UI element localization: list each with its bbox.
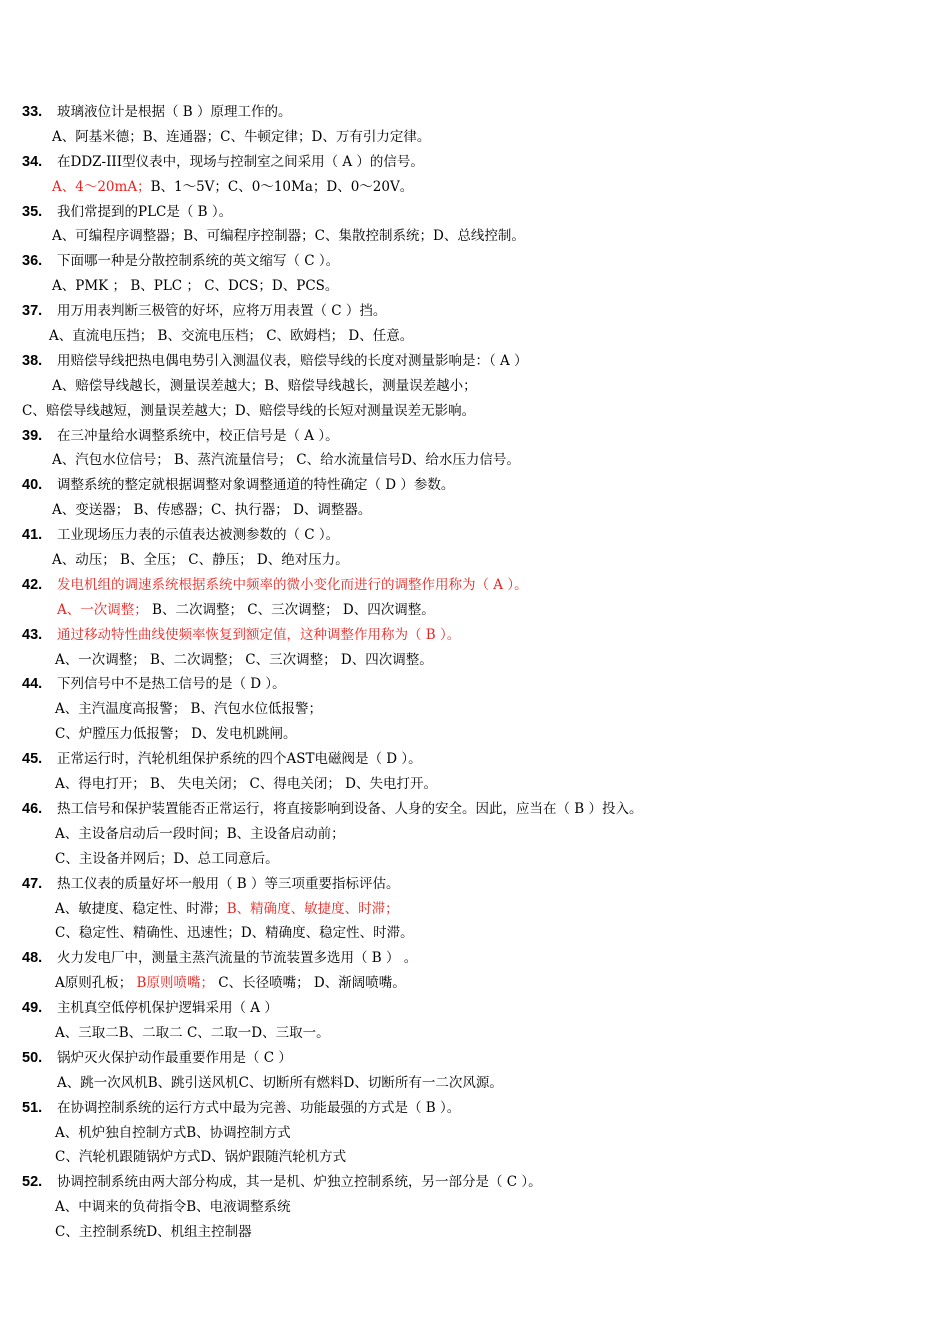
- options-text: [55, 648, 433, 673]
- option-segment: C、主控制系统D、机组主控制器: [55, 1224, 252, 1241]
- option-segment: A、中调来的负荷指令B、电液调整系统: [55, 1199, 291, 1216]
- option-segment: B、二次调整； C、三次调整； D、四次调整。: [147, 601, 435, 618]
- options-text: [55, 1021, 330, 1046]
- option-segment: A、一次调整； B、二次调整； C、三次调整； D、四次调整。: [55, 651, 433, 668]
- option-segment: A、主汽温度高报警； B、汽包水位低报警；: [55, 701, 322, 718]
- question-number: 48.: [22, 950, 43, 967]
- question-text: 协调控制系统由两大部分构成，其一是机、炉独立控制系统，另一部分是（ C ）。: [57, 1174, 542, 1191]
- question-text: 我们常提到的PLC是（ B ）。: [57, 203, 233, 220]
- options-line: [0, 1121, 950, 1146]
- question-line: [0, 249, 950, 274]
- options-line: [0, 374, 950, 399]
- question-number: 51.: [22, 1099, 43, 1116]
- document-page: [0, 100, 950, 1245]
- options-line: [0, 324, 950, 349]
- question-text: 用赔偿导线把热电偶电势引入测温仪表，赔偿导线的长度对测量影响是：（ A ）: [57, 352, 528, 369]
- question-text: 热工仪表的质量好坏一般用（ B ）等三项重要指标评估。: [57, 875, 400, 892]
- options-text: [55, 921, 414, 946]
- option-segment: C、稳定性、精确性、迅速性；D、精确度、稳定性、时滞。: [55, 925, 414, 942]
- question-text: 在三冲量给水调整系统中，校正信号是（ A ）。: [57, 427, 339, 444]
- question-line: [0, 996, 950, 1021]
- question-number: 37.: [22, 303, 43, 320]
- answer-highlight: B原则喷嘴；: [136, 975, 214, 992]
- question-line: [0, 1170, 950, 1195]
- options-text: [52, 448, 520, 473]
- options-line: [0, 971, 950, 996]
- question-line: [0, 349, 950, 374]
- question-text: 火力发电厂中，测量主蒸汽流量的节流装置多选用（ B ） 。: [57, 950, 418, 967]
- options-text: [55, 1195, 291, 1220]
- question-line: [0, 573, 950, 598]
- question-number: 42.: [22, 576, 43, 593]
- question-text: 工业现场压力表的示值表达被测参数的（ C ）。: [57, 527, 340, 544]
- options-text: [52, 125, 430, 150]
- question-number: 46.: [22, 800, 43, 817]
- options-line: [0, 697, 950, 722]
- options-text: [52, 498, 371, 523]
- options-text: [57, 598, 435, 623]
- option-segment: A、机炉独自控制方式B、协调控制方式: [55, 1124, 291, 1141]
- question-line: [0, 1096, 950, 1121]
- answer-highlight: A、4～20mA；: [52, 178, 151, 195]
- option-segment: A、得电打开； B、 失电关闭； C、得电关闭； D、失电打开。: [55, 776, 437, 793]
- options-text: [22, 399, 475, 424]
- question-number: 44.: [22, 676, 43, 693]
- options-line: [0, 1145, 950, 1170]
- question-number: 39.: [22, 427, 43, 444]
- options-text: [55, 722, 296, 747]
- options-line: [0, 224, 950, 249]
- options-line: [0, 897, 950, 922]
- question-text: 正常运行时，汽轮机组保护系统的四个AST电磁阀是（ D ）。: [57, 751, 422, 768]
- options-line: [0, 125, 950, 150]
- question-line: [0, 100, 950, 125]
- question-number: 43.: [22, 626, 43, 643]
- option-segment: B、1～5V；C、0～10Ma；D、0～20V。: [150, 178, 414, 195]
- option-segment: A、跳一次风机B、跳引送风机C、切断所有燃料D、切断所有一二次风源。: [57, 1074, 503, 1091]
- options-line: [0, 648, 950, 673]
- answer-highlight: B、精确度、敏捷度、时滞；: [226, 900, 399, 917]
- options-line: [0, 921, 950, 946]
- question-text: 主机真空低停机保护逻辑采用（ A ）: [57, 1000, 278, 1017]
- options-text: [55, 847, 279, 872]
- options-line: [0, 175, 950, 200]
- options-text: [52, 175, 413, 200]
- question-line: [0, 200, 950, 225]
- option-segment: C、炉膛压力低报警； D、发电机跳闸。: [55, 726, 297, 743]
- option-segment: A、可编程序调整器；B、可编程序控制器；C、集散控制系统；D、总线控制。: [52, 228, 525, 245]
- question-number: 50.: [22, 1049, 43, 1066]
- option-segment: C、长径喷嘴； D、渐阔喷嘴。: [213, 975, 406, 992]
- option-segment: A、直流电压挡； B、交流电压档； C、欧姆档； D、任意。: [49, 328, 414, 345]
- options-text: [55, 772, 437, 797]
- option-segment: A、赔偿导线越长，测量误差越大；B、赔偿导线越长，测量误差越小；: [52, 377, 477, 394]
- options-text: [52, 548, 349, 573]
- question-text: 热工信号和保护装置能否正常运行，将直接影响到设备、人身的安全。因此，应当在（ B ）投入。: [57, 800, 643, 817]
- option-segment: A、敏捷度、稳定性、时滞；: [55, 900, 227, 917]
- question-line: [0, 150, 950, 175]
- options-text: [52, 274, 338, 299]
- question-line: [0, 946, 950, 971]
- question-line: [0, 299, 950, 324]
- options-text: [55, 1145, 346, 1170]
- question-line: [0, 797, 950, 822]
- options-line: [0, 448, 950, 473]
- option-segment: C、汽轮机跟随锅炉方式D、锅炉跟随汽轮机方式: [55, 1149, 347, 1166]
- options-text: [55, 822, 345, 847]
- question-line: [0, 523, 950, 548]
- options-line: [0, 1071, 950, 1096]
- option-segment: A原则孔板；: [55, 975, 137, 992]
- options-text: [55, 897, 399, 922]
- question-number: 49.: [22, 1000, 43, 1017]
- options-line: [0, 822, 950, 847]
- options-text: [52, 224, 525, 249]
- option-segment: A、动压； B、全压； C、静压； D、绝对压力。: [52, 552, 349, 569]
- question-line: [0, 424, 950, 449]
- question-number: 41.: [22, 527, 43, 544]
- question-text: 玻璃液位计是根据（ B ）原理工作的。: [57, 104, 292, 120]
- question-text: 下列信号中不是热工信号的是（ D ）。: [57, 676, 286, 693]
- question-line: [0, 1046, 950, 1071]
- option-segment: A、PMK ； B、PLC ； C、DCS；D、PCS。: [52, 278, 339, 295]
- question-number: 47.: [22, 875, 43, 892]
- options-text: [55, 1220, 252, 1245]
- options-line: [0, 1195, 950, 1220]
- question-text: 用万用表判断三极管的好坏，应将万用表置（ C ）挡。: [57, 303, 387, 320]
- options-text: [55, 971, 406, 996]
- options-line: [0, 1220, 950, 1245]
- question-line: [0, 473, 950, 498]
- option-segment: A、三取二B、二取二 C、二取一D、三取一。: [55, 1024, 330, 1041]
- options-line: [0, 548, 950, 573]
- question-line: [0, 747, 950, 772]
- options-line: [0, 598, 950, 623]
- question-text: 在协调控制系统的运行方式中最为完善、功能最强的方式是（ B ）。: [57, 1099, 461, 1116]
- options-line: [0, 274, 950, 299]
- answer-highlight: A、一次调整；: [57, 601, 148, 618]
- question-line: [0, 672, 950, 697]
- options-text: [57, 1071, 503, 1096]
- options-text: [52, 374, 477, 399]
- options-line: [0, 772, 950, 797]
- question-text: 下面哪一种是分散控制系统的英文缩写（ C ）。: [57, 253, 340, 270]
- question-number: 52.: [22, 1174, 43, 1191]
- option-segment: A、变送器； B、传感器；C、执行器； D、调整器。: [52, 502, 372, 519]
- options-line: [0, 722, 950, 747]
- options-line: [0, 1021, 950, 1046]
- options-text: [49, 324, 413, 349]
- question-line: [0, 872, 950, 897]
- question-number: 38.: [22, 352, 43, 369]
- options-line: [0, 498, 950, 523]
- option-segment: A、主设备启动后一段时间；B、主设备启动前；: [55, 825, 345, 842]
- options-text: [55, 697, 322, 722]
- question-line: [0, 623, 950, 648]
- question-text: 通过移动特性曲线使频率恢复到额定值，这种调整作用称为（ B ）。: [57, 626, 461, 643]
- options-line: [0, 399, 950, 424]
- question-text: 锅炉灭火保护动作最重要作用是（ C ）: [57, 1049, 292, 1066]
- question-text: 调整系统的整定就根据调整对象调整通道的特性确定（ D ）参数。: [57, 477, 455, 494]
- option-segment: A、汽包水位信号； B、蒸汽流量信号； C、给水流量信号D、给水压力信号。: [52, 452, 520, 469]
- question-number: 45.: [22, 751, 43, 768]
- option-segment: C、赔偿导线越短，测量误差越大；D、赔偿导线的长短对测量误差无影响。: [22, 402, 476, 419]
- question-text: 发电机组的调速系统根据系统中频率的微小变化而进行的调整作用称为（ A ）。: [57, 576, 528, 593]
- question-text: 在DDZ-III型仪表中，现场与控制室之间采用（ A ）的信号。: [57, 153, 424, 170]
- options-text: [55, 1121, 291, 1146]
- question-number: 33.: [22, 104, 43, 120]
- question-number: 36.: [22, 253, 43, 270]
- question-number: 40.: [22, 477, 43, 494]
- option-segment: C、主设备并网后；D、总工同意后。: [55, 850, 279, 867]
- option-segment: A、阿基米德；B、连通器；C、牛顿定律；D、万有引力定律。: [52, 128, 431, 145]
- question-number: 35.: [22, 203, 43, 220]
- options-line: [0, 847, 950, 872]
- question-number: 34.: [22, 153, 43, 170]
